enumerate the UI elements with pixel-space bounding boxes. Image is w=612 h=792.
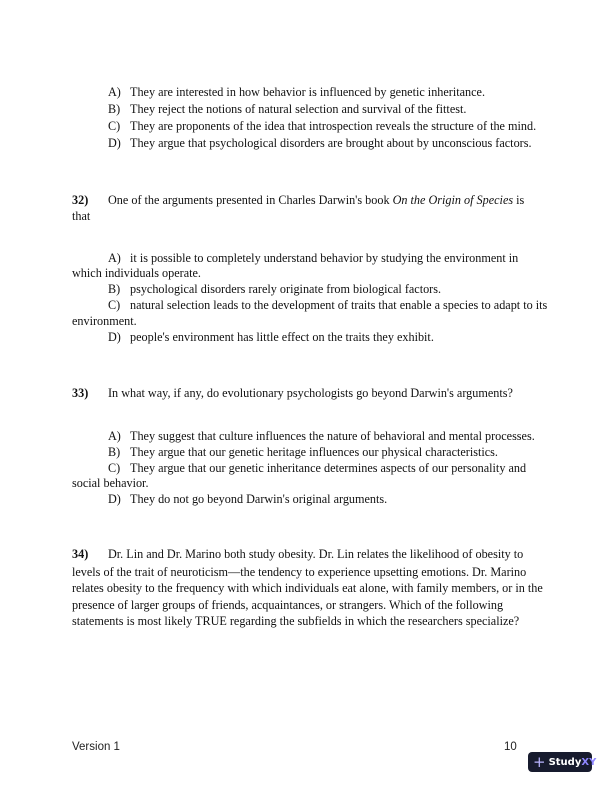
question-number: 33) — [72, 386, 89, 400]
studyxy-badge[interactable] — [528, 752, 597, 772]
option-text: it is possible to completely understand behavior by studying the environment in — [130, 251, 519, 265]
option-text: They reject the notions of natural selection and survival of the fittest. — [130, 102, 467, 116]
q31-option-d — [108, 135, 532, 151]
question-number: 32) — [72, 193, 89, 207]
q33-option-b — [108, 444, 498, 460]
q31-option-b — [108, 101, 466, 117]
question-text-line: Dr. Lin and Dr. Marino both study obesity. Dr. Lin relates the likelihood of obesity to — [108, 547, 524, 561]
option-label: D) — [108, 136, 121, 150]
option-label: A) — [108, 251, 121, 265]
question-text-line: presence of larger groups of friends, acquaintances, or strangers. Which of the following — [72, 598, 504, 612]
option-text-cont: which individuals operate. — [72, 266, 201, 280]
option-text-cont: social behavior. — [72, 476, 149, 490]
option-text: They argue that psychological disorders are brought about by unconscious factors. — [130, 136, 532, 150]
option-label: A) — [108, 85, 121, 99]
option-text: people's environment has little effect on the traits they exhibit. — [130, 330, 434, 344]
option-text-cont: environment. — [72, 314, 137, 328]
question-text-line: levels of the trait of neuroticism—the tendency to experience upsetting emotions. Dr. Marino — [72, 565, 527, 579]
brand-logo — [549, 757, 597, 768]
option-text: They are interested in how behavior is influenced by genetic inheritance. — [130, 85, 485, 99]
question-text-line: relates obesity to the frequency with which individuals eat alone, with family members, or in the — [72, 581, 543, 595]
q32-option-d — [108, 329, 434, 345]
book-title: On the Origin of Species — [392, 193, 514, 207]
plus-icon: + — [533, 752, 546, 771]
question-text — [108, 192, 524, 208]
q33-option-c — [108, 460, 526, 476]
option-text: They do not go beyond Darwin's original arguments. — [130, 492, 388, 506]
option-label: A) — [108, 429, 121, 443]
q32-option-c — [108, 297, 547, 313]
question-text-part: is — [513, 193, 525, 207]
brand-text: Study — [548, 756, 582, 768]
question-number: 34) — [72, 547, 89, 561]
option-label: C) — [108, 298, 121, 312]
question-text: In what way, if any, do evolutionary psychologists go beyond Darwin's arguments? — [108, 386, 513, 400]
option-label: B) — [108, 445, 121, 459]
option-label: C) — [108, 119, 121, 133]
question-text-cont: that — [72, 209, 91, 223]
option-text: They argue that our genetic heritage influences our physical characteristics. — [130, 445, 498, 459]
option-label: C) — [108, 461, 121, 475]
option-label: B) — [108, 102, 121, 116]
question-text-part: One of the arguments presented in Charles Darwin's book — [108, 193, 393, 207]
question-text-line: statements is most likely TRUE regarding the subfields in which the researchers specialize? — [72, 614, 520, 628]
option-text: They argue that our genetic inheritance determines aspects of our personality and — [130, 461, 527, 475]
brand-text-accent: XY — [581, 756, 597, 768]
option-label: D) — [108, 492, 121, 506]
q32-option-a — [108, 250, 518, 266]
option-label: D) — [108, 330, 121, 344]
page-number: 10 — [504, 741, 517, 753]
q32-option-b — [108, 281, 441, 297]
option-label: B) — [108, 282, 121, 296]
version-label: Version 1 — [72, 741, 120, 753]
q31-option-c — [108, 118, 536, 134]
option-text: They suggest that culture influences the nature of behavioral and mental processes. — [130, 429, 535, 443]
q33-option-d — [108, 491, 387, 507]
q33-option-a — [108, 428, 535, 444]
option-text: natural selection leads to the development of traits that enable a species to adapt to its — [130, 298, 548, 312]
option-text: psychological disorders rarely originate from biological factors. — [130, 282, 442, 296]
option-text: They are proponents of the idea that introspection reveals the structure of the mind. — [130, 119, 537, 133]
q31-option-a — [108, 84, 485, 100]
